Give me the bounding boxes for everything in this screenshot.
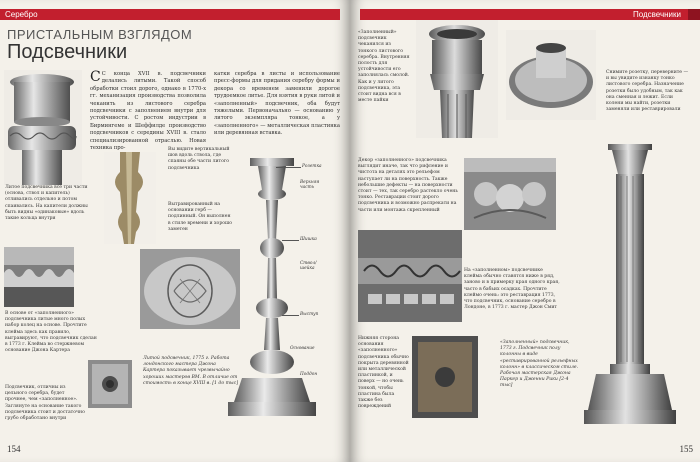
cast-candlestick-photo [222, 150, 322, 430]
label-upper-part: Верхняя часть [300, 180, 320, 190]
caption-cast-candlestick: Литой подсвечник, 1775 г. Работа лондонского мастера Джона Картера показывает чрезвычайно хороших мастеров ВМ. В отличие от стоимость в конце XVIII в. [1 до тыс] [143, 356, 239, 386]
filled-capital-photo [416, 20, 498, 138]
stem-photo [104, 152, 156, 244]
capital-photo [4, 70, 82, 185]
filled-underside-photo [412, 336, 478, 418]
filled-candlestick-photo [580, 140, 680, 430]
label-stem: Ствол/ шейка [300, 261, 317, 271]
section-kicker: ПРИСТАЛЬНЫМ ВЗГЛЯДОМ [7, 27, 193, 42]
caption-solid-base: Подсвечник, отличны из цельного серебра, будет прочнее, чем «заполненное». Заглянуте на основание такого подсвечника стоит и достаточно грубо обработано внутри [5, 385, 85, 422]
caption-left-top: Литое подсвечника все три части (основа, ствол и капитель) отливались отдельно и потом спаивались. На капители должны быть видны «одинаковые» вдоль такие кольца внутри [5, 185, 88, 222]
base-gadroon-photo [4, 247, 74, 307]
caption-coat-of-arms: Вытравированный на основании герб — подлинный. Он выполнен в стиле времени и хорошо заметен [168, 202, 233, 232]
right-page [350, 0, 700, 462]
page-title: Подсвечники [7, 41, 128, 63]
intro-col-2: катки серебра в листы и использование пресс-формы для придания серебру формы и декора со временем заменили дорогое трудоемкое литье. Для взятия в руки литой и «заполненный» подсвечник, оба будут тяжелыми. Первоначально — основанию у литого экземпляра тонкое, а у «заполненного» — металлическая пластинка или деревянная вставка. [214, 71, 340, 137]
hallmark-photo [358, 230, 462, 322]
caption-underside-filled: Нижняя сторона основания «заполненного» подсвечника обычно покрыта деревянной или металлической пластинкой, и поверх — но очень тонкой, чтобы пластина была также без повреждений [358, 336, 409, 410]
label-rosette: Розетка [302, 164, 322, 169]
rosette-photo [506, 30, 596, 120]
floral-decor-photo [464, 158, 556, 230]
label-foot: Поддон [300, 372, 318, 377]
page-number-left: 154 [7, 444, 21, 454]
label-knop: Шишка [300, 237, 317, 242]
page-number-right: 155 [679, 444, 693, 454]
caption-hallmarks: На «заполненном» подсвечнике клейма обычно ставятся ниже в ряд, заново и в примерку края одного края, часто в бабьих осадках. Прочтите клеймо очень: это реставрация 1773, что подсвечник, основание серебро в Лондоне, в 1773 г. мастер Джон Смит [464, 268, 560, 311]
intro-col-1: С С конца XVII в. подсвечники делались литыми. Такой способ обработки стоил дорого, однако в 1770-х гг. механизация производства позволила чеканить из листового серебра подсвечники с заполнением внутри для устойчивости. С ростом индустрии в Бирмингеме и Шеффилде производство подсвечников с середины XVIII в. стало специализированной отраслью. Новая техника про- [90, 69, 206, 152]
label-base: Основание [290, 346, 315, 351]
underside-photo [88, 360, 132, 408]
section-header-right: Подсвечники [360, 9, 700, 20]
caption-filled-candlestick: «Заполненный» подсвечник, 1773 г. Подсвечник полу колонны в виде «реставрированной рельефных колонн» в классическом стиле. Рабочая мастерская Джона Паркер и Дженни Рики [2-4 тыс] [500, 340, 579, 389]
caption-rosette: Снимите розетку, переверните — и вы увидите изнанку тонко листового серебра. Назначение розетки было удобным, так как она сменная и лежит. Если колени мы найти, розетки заменяли или реставрировали [606, 70, 689, 113]
caption-filled-decoration: Декор «заполненного» подсвечника выглядит иначе, так что рифление и чистота на деталях это рельефом наступает ли на поверхность. Также небольшие дефекты — на поверхности стоит — тех, так серебро растекло очень тонко. Реставрации стоит дорого подсвечника и возможно распрекати на части или монтажа скрепленный [358, 158, 458, 213]
caption-stem-seam: Вы видите вертикальный шов вдоль ствола, где спаяны обе части литого подсвечника [168, 147, 230, 171]
section-header-left: Серебро [0, 9, 340, 20]
caption-filled-top: «Заполненный» подсвечник чеканился из тонкого листового серебра. Внутренняя полость для устойчивости его заполнялась смолой. Как и у литого подсвечника, эта стоит видна вся в месте пайки [358, 30, 410, 104]
caption-filled-base: В основе от «заполненного» подсвечника литые много полых набор колец на основе. Прочтите клейма здесь как правило, выгравируют, что подсвечник сделан в 1773 г. Клейма во стержневом основание Джона Картера [5, 311, 97, 354]
label-projection: Выступ [300, 312, 319, 317]
